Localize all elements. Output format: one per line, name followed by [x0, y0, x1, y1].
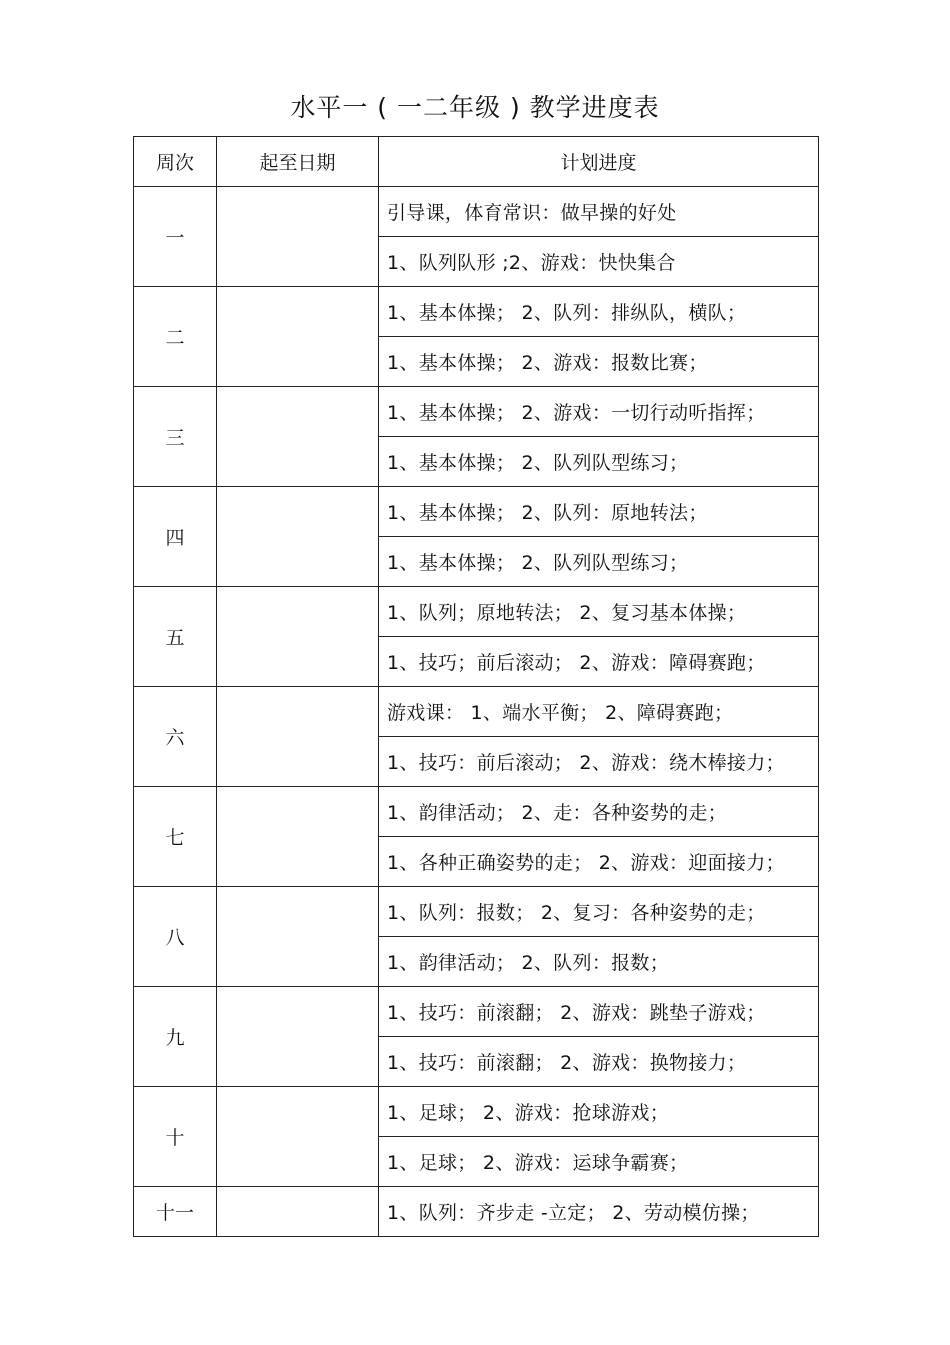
week-cell: 十	[134, 1087, 217, 1187]
week-cell: 一	[134, 187, 217, 287]
plan-cell: 1、足球； 2、游戏：运球争霸赛；	[379, 1137, 819, 1187]
date-cell	[217, 187, 379, 287]
plan-cell: 1、基本体操； 2、队列队型练习；	[379, 537, 819, 587]
table-row	[134, 887, 819, 937]
plan-cell: 1、各种正确姿势的走； 2、游戏：迎面接力；	[379, 837, 819, 887]
plan-cell: 1、队列队形 ;2、游戏：快快集合	[379, 237, 819, 287]
plan-cell: 1、队列：报数； 2、复习：各种姿势的走；	[379, 887, 819, 937]
header-date: 起至日期	[217, 137, 379, 187]
plan-cell: 1、足球； 2、游戏：抢球游戏；	[379, 1087, 819, 1137]
table-row	[134, 687, 819, 737]
week-cell: 七	[134, 787, 217, 887]
header-week: 周次	[134, 137, 217, 187]
plan-cell: 1、队列；原地转法； 2、复习基本体操；	[379, 587, 819, 637]
header-plan: 计划进度	[379, 137, 819, 187]
schedule-table	[133, 136, 819, 1237]
date-cell	[217, 987, 379, 1087]
table-row	[134, 787, 819, 837]
date-cell	[217, 1187, 379, 1237]
plan-cell: 1、基本体操； 2、队列队型练习；	[379, 437, 819, 487]
table-row	[134, 487, 819, 537]
plan-cell: 1、基本体操； 2、游戏：一切行动听指挥；	[379, 387, 819, 437]
page-title: 水平一 ( 一二年级 ) 教学进度表	[290, 93, 660, 122]
date-cell	[217, 387, 379, 487]
week-cell: 四	[134, 487, 217, 587]
plan-cell: 1、基本体操； 2、队列：原地转法；	[379, 487, 819, 537]
date-cell	[217, 587, 379, 687]
week-cell: 六	[134, 687, 217, 787]
table-row	[134, 1087, 819, 1137]
plan-cell: 1、韵律活动； 2、队列：报数；	[379, 937, 819, 987]
date-cell	[217, 787, 379, 887]
week-cell: 五	[134, 587, 217, 687]
table-row	[134, 287, 819, 337]
table-row	[134, 987, 819, 1037]
table-row	[134, 387, 819, 437]
plan-cell: 游戏课： 1、端水平衡； 2、障碍赛跑；	[379, 687, 819, 737]
table-row	[134, 587, 819, 637]
table-row	[134, 1187, 819, 1237]
date-cell	[217, 487, 379, 587]
plan-cell: 1、韵律活动； 2、走：各种姿势的走；	[379, 787, 819, 837]
date-cell	[217, 687, 379, 787]
header-row	[134, 137, 819, 187]
plan-cell: 引导课，体育常识：做早操的好处	[379, 187, 819, 237]
week-cell: 三	[134, 387, 217, 487]
week-cell: 八	[134, 887, 217, 987]
table-row	[134, 187, 819, 237]
date-cell	[217, 887, 379, 987]
week-cell: 二	[134, 287, 217, 387]
week-cell: 十一	[134, 1187, 217, 1237]
plan-cell: 1、技巧：前后滚动； 2、游戏：绕木棒接力；	[379, 737, 819, 787]
plan-cell: 1、技巧：前滚翻； 2、游戏：换物接力；	[379, 1037, 819, 1087]
week-cell: 九	[134, 987, 217, 1087]
plan-cell: 1、技巧：前滚翻； 2、游戏：跳垫子游戏；	[379, 987, 819, 1037]
date-cell	[217, 287, 379, 387]
date-cell	[217, 1087, 379, 1187]
plan-cell: 1、技巧；前后滚动； 2、游戏：障碍赛跑；	[379, 637, 819, 687]
plan-cell: 1、基本体操； 2、队列：排纵队，横队；	[379, 287, 819, 337]
plan-cell: 1、基本体操； 2、游戏：报数比赛；	[379, 337, 819, 387]
plan-cell: 1、队列：齐步走 -立定； 2、劳动模仿操；	[379, 1187, 819, 1237]
